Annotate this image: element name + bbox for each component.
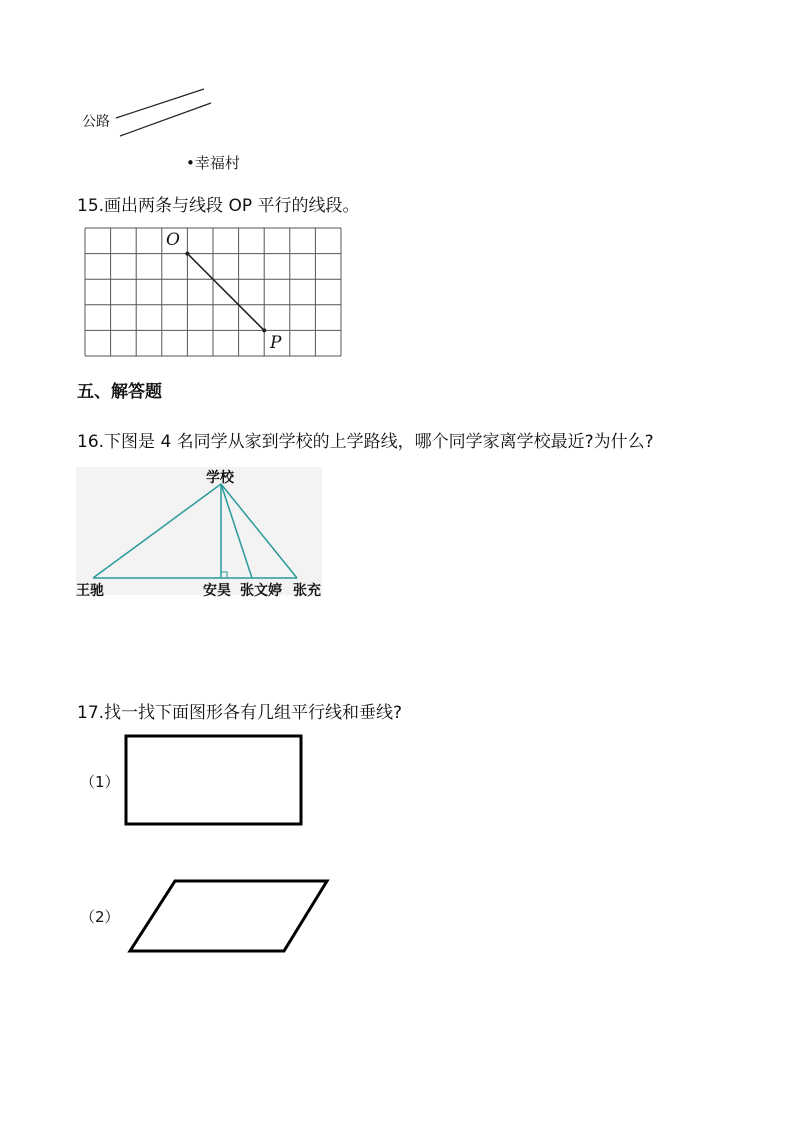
question-16: 16.下图是 4 名同学从家到学校的上学路线，哪个同学家离学校最近?为什么? [77, 432, 654, 452]
question-15: 15.画出两条与线段 OP 平行的线段。 [77, 196, 360, 216]
section-title: 五、解答题 [77, 382, 162, 402]
shape-label-2: （2） [80, 908, 120, 926]
point-o-label: O [166, 230, 180, 250]
rectangle-shape [126, 736, 301, 824]
student-label-3: 张文婷 [240, 583, 282, 599]
shape-label-1: （1） [80, 773, 120, 791]
student-label-2: 安昊 [203, 583, 231, 599]
point-p-label: P [270, 333, 282, 353]
question-17: 17.找一找下面图形各有几组平行线和垂线? [77, 703, 403, 723]
road-label: 公路 [82, 114, 110, 130]
school-label: 学校 [206, 470, 234, 486]
student-label-4: 张充 [293, 583, 321, 599]
parallelogram-shape [130, 881, 327, 951]
student-label-1: 王驰 [76, 583, 104, 599]
village-label: •幸福村 [186, 154, 240, 172]
